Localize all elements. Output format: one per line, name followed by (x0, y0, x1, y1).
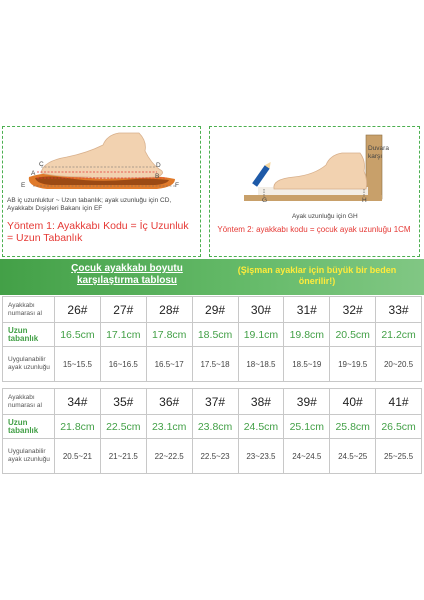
insole-cell: 18.5cm (192, 323, 238, 347)
method2-formula: Yöntem 2: ayakkabı kodu = çocuk ayak uzunluğu 1CM (217, 225, 411, 234)
point-label-h: H (362, 197, 367, 204)
insole-cell: 19.1cm (238, 323, 284, 347)
size-chart-table (2, 296, 422, 474)
insole-cell: 22.5cm (100, 415, 146, 439)
size-cell: 28# (146, 297, 192, 323)
point-label-e: E (21, 182, 26, 189)
size-cell: 34# (55, 389, 101, 415)
insole-cell: 24.5cm (238, 415, 284, 439)
foot-insole-illustration (7, 131, 197, 193)
foot-range-cell: 18~18.5 (238, 347, 284, 382)
size-chart-note: (Şişman ayaklar için büyük bir beden önerilir!) (237, 265, 397, 286)
foot-range-cell: 22.5~23 (192, 439, 238, 474)
foot-range-cell: 25~25.5 (376, 439, 422, 474)
size-cell: 26# (55, 297, 101, 323)
row-label-foot: Uygulanabilir ayak uzunluğu (3, 347, 55, 382)
table-row (3, 323, 422, 347)
size-chart-header (0, 259, 424, 295)
insole-cell: 23.1cm (146, 415, 192, 439)
insole-cell: 26.5cm (376, 415, 422, 439)
foot-range-cell: 16.5~17 (146, 347, 192, 382)
wall-label: Duvara karşı (368, 145, 389, 160)
foot-range-cell: 24~24.5 (284, 439, 330, 474)
row-label-insole: Uzun tabanlık (3, 415, 55, 439)
size-cell: 32# (330, 297, 376, 323)
row-label-foot: Uygulanabilir ayak uzunluğu (3, 439, 55, 474)
table-row (3, 389, 422, 415)
foot-range-cell: 23~23.5 (238, 439, 284, 474)
size-cell: 33# (376, 297, 422, 323)
method1-panel (2, 126, 201, 257)
size-cell: 36# (146, 389, 192, 415)
method1-note: AB iç uzunluktur ~ Uzun tabanlık; ayak uzunluğu için CD, Ayakkabı Dışişleri Bakanı için EF (7, 197, 172, 212)
size-chart-title: Çocuk ayakkabı boyutu karşılaştırma tablosu (71, 263, 183, 286)
point-label-f: F (175, 182, 179, 189)
size-cell: 31# (284, 297, 330, 323)
row-label-size: Ayakkabı numarası al (3, 297, 55, 323)
foot-range-cell: 21~21.5 (100, 439, 146, 474)
row-label-size: Ayakkabı numarası al (3, 389, 55, 415)
point-label-g: G (262, 197, 268, 204)
size-cell: 41# (376, 389, 422, 415)
foot-range-cell: 16~16.5 (100, 347, 146, 382)
size-cell: 29# (192, 297, 238, 323)
size-cell: 39# (284, 389, 330, 415)
size-cell: 27# (100, 297, 146, 323)
table-row (3, 439, 422, 474)
row-label-insole: Uzun tabanlık (3, 323, 55, 347)
size-cell: 30# (238, 297, 284, 323)
insole-cell: 20.5cm (330, 323, 376, 347)
foot-range-cell: 18.5~19 (284, 347, 330, 382)
insole-cell: 16.5cm (55, 323, 101, 347)
point-label-c: C (39, 161, 44, 168)
table-row (3, 415, 422, 439)
size-cell: 38# (238, 389, 284, 415)
foot-range-cell: 17.5~18 (192, 347, 238, 382)
insole-cell: 17.8cm (146, 323, 192, 347)
size-cell: 40# (330, 389, 376, 415)
table-spacer (3, 382, 422, 389)
point-label-d: D (156, 162, 161, 169)
foot-range-cell: 24.5~25 (330, 439, 376, 474)
insole-cell: 21.8cm (55, 415, 101, 439)
insole-cell: 23.8cm (192, 415, 238, 439)
point-label-b: B (155, 173, 160, 180)
foot-range-cell: 15~15.5 (55, 347, 101, 382)
point-label-a: A (31, 170, 36, 177)
table-row (3, 347, 422, 382)
foot-range-cell: 20~20.5 (376, 347, 422, 382)
insole-cell: 25.1cm (284, 415, 330, 439)
insole-cell: 19.8cm (284, 323, 330, 347)
method1-formula: Yöntem 1: Ayakkabı Kodu = İç Uzunluk = Uzun Tabanlık (7, 220, 189, 244)
method2-note: Ayak uzunluğu için GH (292, 213, 358, 220)
size-cell: 35# (100, 389, 146, 415)
insole-cell: 25.8cm (330, 415, 376, 439)
foot-range-cell: 20.5~21 (55, 439, 101, 474)
foot-range-cell: 22~22.5 (146, 439, 192, 474)
insole-cell: 17.1cm (100, 323, 146, 347)
size-cell: 37# (192, 389, 238, 415)
table-row (3, 297, 422, 323)
method2-panel (209, 126, 420, 257)
insole-cell: 21.2cm (376, 323, 422, 347)
foot-range-cell: 19~19.5 (330, 347, 376, 382)
